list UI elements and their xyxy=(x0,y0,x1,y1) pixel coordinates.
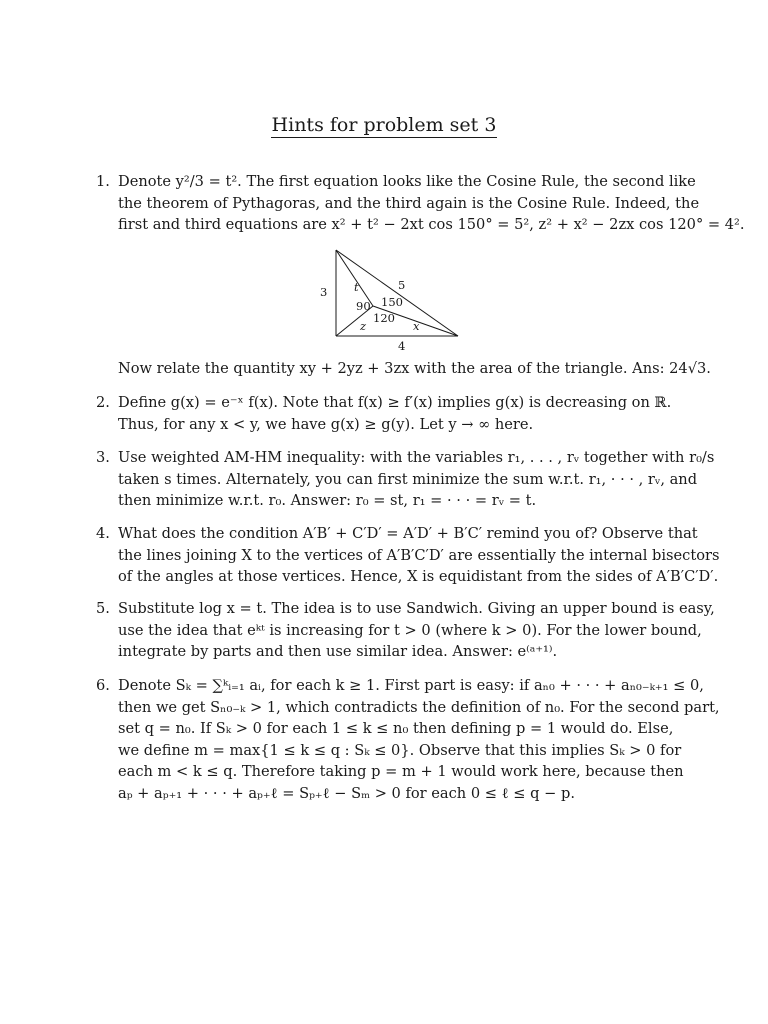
page-title: Hints for problem set 3 xyxy=(271,114,497,136)
text-line: Denote Sₖ = ∑ᵏᵢ₌₁ aᵢ, for each k ≥ 1. First part is easy: if aₙ₀ + · · · + aₙ₀₋ₖ₊₁ ≤ 0, xyxy=(118,677,704,694)
text-line: use the idea that eᵏᵗ is increasing for t > 0 (where k > 0). For the lower bound, xyxy=(118,621,702,639)
text-line: Use weighted AM-HM inequality: with the variables r₁, . . . , rᵥ together with r₀/s xyxy=(118,449,715,466)
item-number: 1. xyxy=(96,173,110,190)
text-line: integrate by parts and then use similar idea. Answer: e⁽ᵃ⁺¹⁾. xyxy=(118,643,558,661)
angle-label-90: 90 xyxy=(356,299,371,313)
text-line: the lines joining X to the vertices of A′B′C′D′ are essentially the internal bisectors xyxy=(118,546,720,564)
side-label-4: 4 xyxy=(398,339,406,353)
text-line: taken s times. Alternately, you can first minimize the sum w.r.t. r₁, · · · , rᵥ, and xyxy=(118,470,698,488)
label-t: t xyxy=(354,280,359,294)
side-label-5: 5 xyxy=(398,278,406,292)
text-line: then we get Sₙ₀₋ₖ > 1, which contradicts the definition of n₀. For the second part, xyxy=(118,698,720,716)
item-number: 5. xyxy=(96,600,110,617)
text-line: Thus, for any x < y, we have g(x) ≥ g(y). Let y → ∞ here. xyxy=(118,415,534,433)
item-number: 2. xyxy=(96,394,110,411)
text-line: What does the condition A′B′ + C′D′ = A′D′ + B′C′ remind you of? Observe that xyxy=(118,525,698,542)
angle-label-120: 120 xyxy=(373,311,395,325)
text-line: the theorem of Pythagoras, and the third again is the Cosine Rule. Indeed, the xyxy=(118,194,700,212)
item-text xyxy=(118,358,711,380)
item-text xyxy=(118,675,720,805)
label-z: z xyxy=(360,319,367,333)
segment-t xyxy=(336,250,373,306)
side-label-3: 3 xyxy=(320,285,328,299)
item-text xyxy=(118,598,715,663)
text-line: Now relate the quantity xy + 2yz + 3zx with the area of the triangle. Ans: 24√3. xyxy=(118,360,711,377)
text-line: Substitute log x = t. The idea is to use Sandwich. Giving an upper bound is easy, xyxy=(118,600,715,617)
item-text xyxy=(118,523,720,588)
text-line: set q = n₀. If Sₖ > 0 for each 1 ≤ k ≤ n₀ then defining p = 1 would do. Else, xyxy=(118,720,674,738)
text-line: first and third equations are x² + t² − 2xt cos 150° = 5², z² + x² − 2zx cos 120° = 4². xyxy=(118,216,745,234)
item-text xyxy=(118,392,670,435)
text-line: Denote y²/3 = t². The first equation looks like the Cosine Rule, the second like xyxy=(118,173,696,190)
triangle-figure xyxy=(310,244,470,356)
text-line: then minimize w.r.t. r₀. Answer: r₀ = st, r₁ = · · · = rᵥ = t. xyxy=(118,492,537,510)
item-number: 3. xyxy=(96,449,110,466)
item-number: 6. xyxy=(96,677,110,694)
text-line: of the angles at those vertices. Hence, X is equidistant from the sides of A′B′C′D′. xyxy=(118,568,719,586)
text-line: aₚ + aₚ₊₁ + · · · + aₚ₊ℓ = Sₚ₊ℓ − Sₘ > 0 for each 0 ≤ ℓ ≤ q − p. xyxy=(118,784,575,802)
item-number: 4. xyxy=(96,525,110,542)
label-x: x xyxy=(413,319,420,333)
angle-label-150: 150 xyxy=(381,295,403,309)
item-text xyxy=(118,171,745,236)
item-text xyxy=(118,447,715,512)
text-line: we define m = max{1 ≤ k ≤ q : Sₖ ≤ 0}. Observe that this implies Sₖ > 0 for xyxy=(118,741,682,759)
text-line: each m < k ≤ q. Therefore taking p = m + 1 would work here, because then xyxy=(118,763,684,781)
text-line: Define g(x) = e⁻ˣ f(x). Note that f(x) ≥ f′(x) implies g(x) is decreasing on ℝ. xyxy=(118,394,672,411)
